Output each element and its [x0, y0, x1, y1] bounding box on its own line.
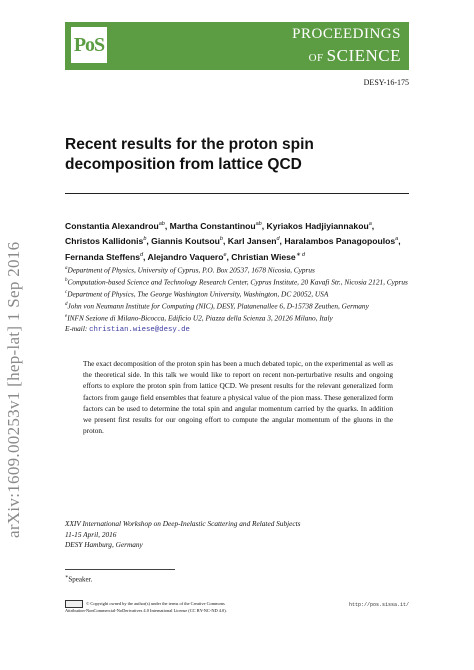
author-affiliation-mark: b	[143, 236, 147, 243]
affiliation-item	[65, 264, 410, 276]
author-affiliation-mark: ∗ d	[295, 251, 305, 258]
author-entry: Kyriakos Hadjiyiannakou$^a$,	[266, 220, 375, 231]
pos-title-proceedings: PROCEEDINGS	[292, 26, 401, 42]
email-line	[65, 324, 410, 336]
pos-title-science-word: SCIENCE	[326, 46, 401, 65]
author-list	[65, 218, 410, 264]
affiliation-text: Department of Physics, The George Washington University, Washington, DC 20052, USA	[67, 289, 329, 299]
affiliation-mark: d	[65, 301, 68, 307]
author-name: Kyriakos Hadjiyiannakou	[266, 220, 369, 231]
copyright-notice	[65, 600, 325, 615]
conference-dates: 11-15 April, 2016	[65, 529, 117, 539]
author-name: Martha Constantinou	[169, 220, 256, 231]
conference-info	[65, 519, 385, 551]
affiliation-item	[65, 300, 410, 312]
affiliation-item	[65, 312, 410, 324]
copyright-line1: © Copyright owned by the author(s) under the terms of the Creative Commons	[86, 601, 225, 607]
author-affiliation-mark: e	[223, 251, 227, 258]
author-name: Christos Kallidonis	[65, 236, 144, 247]
pos-url-link[interactable]: http://pos.sissa.it/	[348, 602, 409, 608]
pos-title-of: OF	[308, 52, 324, 64]
pos-banner	[65, 22, 409, 70]
affiliation-text: Computation-based Science and Technology Research Center, Cyprus Institute, 20 Kavafi Str., Nicosia 2121, Cyprus	[67, 277, 408, 287]
author-entry: Haralambos Panagopoulos$^a$,	[284, 236, 401, 247]
author-name: Karl Jansen	[227, 236, 277, 247]
report-number: DESY-16-175	[363, 78, 409, 87]
affiliation-item	[65, 276, 410, 288]
paper-title: Recent results for the proton spin decomposition from lattice QCD	[65, 136, 314, 173]
author-entry: Fernanda Steffens$^d$,	[65, 251, 148, 262]
author-name: Constantia Alexandrou	[65, 220, 159, 231]
author-affiliation-mark: b	[219, 236, 223, 243]
speaker-footnote	[65, 574, 92, 583]
pos-title-science	[309, 46, 401, 66]
affiliation-text: INFN Sezione di Milano-Bicocca, Edificio U2, Piazza della Scienza 3, 20126 Milano, Italy	[67, 313, 333, 323]
affiliation-mark: e	[65, 313, 68, 319]
author-name: Haralambos Panagopoulos	[284, 236, 396, 247]
author-name: Giannis Koutsou	[151, 236, 220, 247]
copyright-line2: Attribution-NonCommercial-NoDerivatives 4.0 International License (CC BY-NC-ND 4.0).	[65, 608, 227, 613]
author-entry: Constantia Alexandrou$^{ab}$,	[65, 220, 170, 231]
author-affiliation-mark: a	[368, 221, 372, 227]
author-entry	[231, 252, 305, 262]
title-rule	[65, 193, 409, 194]
author-entry: Karl Jansen$^d$,	[227, 236, 285, 247]
author-entry: Martha Constantinou$^{ab}$,	[169, 220, 267, 231]
author-email-link[interactable]: christian.wiese@desy.de	[89, 325, 190, 334]
cc-license-icon	[65, 600, 83, 608]
author-name: Christian Wiese	[231, 251, 296, 262]
author-affiliation-mark: a	[395, 236, 399, 243]
author-entry: Alejandro Vaquero$^e$,	[147, 251, 232, 262]
conference-location: DESY Hamburg, Germany	[65, 540, 143, 549]
arxiv-identifier[interactable]: arXiv:1609.00253v1 [hep-lat] 1 Sep 2016	[4, 241, 23, 539]
footnote-text: Speaker.	[68, 575, 93, 584]
email-label: E-mail:	[65, 323, 88, 333]
affiliation-mark: a	[65, 266, 68, 271]
author-affiliation-mark: ab	[158, 221, 165, 227]
abstract: The exact decomposition of the proton spin has been a much debated topic, on the experimental as well as the theoretical side. In this talk we would like to report on recent non-perturbative results and ongoing efforts to explore the proton spin from lattice QCD. We present results for the relevant generalized form factors from gauge field ensembles that feature a physical value of the pion mass. These generalized form factors can be used to determine the total spin and angular momentum carried by the quarks. In addition we present first results for our ongoing effort to compute the angular momentum of the gluons in the proton.	[83, 359, 393, 436]
affiliation-text: Department of Physics, University of Cyprus, P.O. Box 20537, 1678 Nicosia, Cyprus	[67, 265, 315, 275]
footnote-mark: ∗	[65, 575, 69, 580]
author-name: Fernanda Steffens	[65, 251, 140, 262]
affiliation-mark: c	[65, 289, 68, 295]
affiliation-list	[65, 264, 410, 335]
footnote-rule	[65, 569, 175, 570]
conference-name: XXIV International Workshop on Deep-Inelastic Scattering and Related Subjects	[65, 519, 301, 528]
affiliation-mark: b	[65, 277, 68, 283]
author-name: Alejandro Vaquero	[147, 251, 224, 262]
author-affiliation-mark: d	[139, 251, 144, 258]
author-entry: Christos Kallidonis$^b$,	[65, 236, 152, 247]
pos-logo: PoS	[71, 27, 107, 63]
author-affiliation-mark: d	[276, 236, 280, 243]
affiliation-item	[65, 288, 410, 300]
affiliation-text: John von Neumann Institute for Computing (NIC), DESY, Platanenallee 6, D-15738 Zeuthen, Germany	[67, 301, 369, 311]
author-entry: Giannis Koutsou$^b$,	[151, 236, 228, 247]
author-affiliation-mark: ab	[255, 221, 262, 227]
